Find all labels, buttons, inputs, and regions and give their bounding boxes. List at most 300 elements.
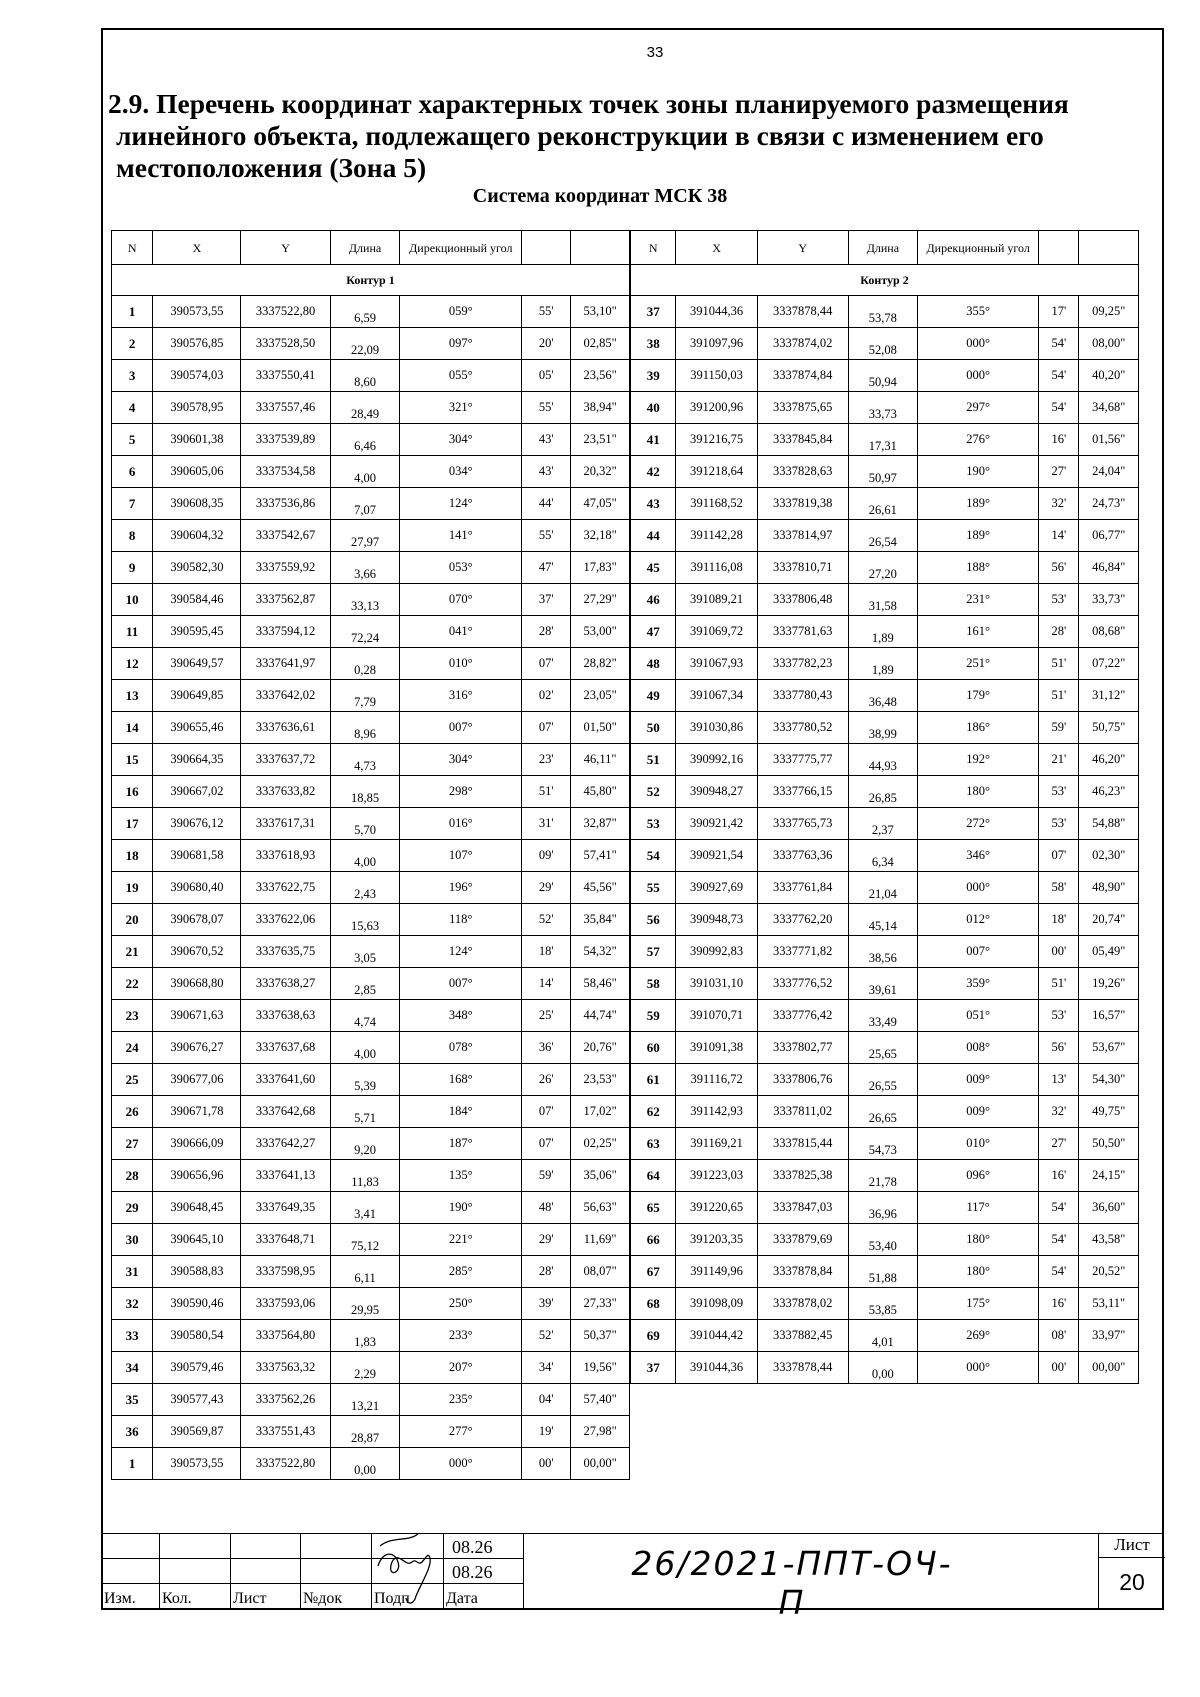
column-header-angle: Дирекционный угол	[400, 231, 522, 265]
angle-degrees: 272°	[918, 808, 1039, 840]
coordinate-y: 3337617,31	[241, 808, 330, 840]
angle-seconds: 06,77"	[1079, 520, 1139, 552]
table-row	[112, 1256, 630, 1288]
coordinate-x: 390668,80	[153, 968, 241, 1000]
coordinate-y: 3337622,06	[241, 904, 330, 936]
point-number: 41	[631, 424, 676, 456]
coordinate-x: 390573,55	[153, 1448, 241, 1480]
coordinate-x: 390677,06	[153, 1064, 241, 1096]
coordinate-x: 390676,27	[153, 1032, 241, 1064]
angle-seconds: 20,52"	[1079, 1256, 1139, 1288]
point-number: 46	[631, 584, 676, 616]
angle-seconds: 40,20"	[1079, 360, 1139, 392]
point-number: 20	[112, 904, 153, 936]
angle-seconds: 27,98"	[571, 1416, 630, 1448]
angle-minutes: 56'	[1039, 1032, 1079, 1064]
table-row	[631, 1192, 1139, 1224]
column-header-length: Длина	[330, 231, 400, 265]
point-number: 10	[112, 584, 153, 616]
table-row	[112, 424, 630, 456]
angle-seconds: 53,10"	[571, 296, 630, 328]
segment-length: 22,09	[330, 328, 400, 360]
coordinate-x: 390676,12	[153, 808, 241, 840]
coordinate-x: 391089,21	[676, 584, 757, 616]
angle-seconds: 23,51"	[571, 424, 630, 456]
coordinate-y: 3337563,32	[241, 1352, 330, 1384]
coordinate-y: 3337875,65	[757, 392, 848, 424]
angle-seconds: 48,90"	[1079, 872, 1139, 904]
coordinate-y: 3337828,63	[757, 456, 848, 488]
point-number: 22	[112, 968, 153, 1000]
coordinate-system-title: Система координат МСК 38	[472, 185, 728, 207]
coordinate-y: 3337641,60	[241, 1064, 330, 1096]
angle-seconds: 16,57"	[1079, 1000, 1139, 1032]
angle-seconds: 02,30"	[1079, 840, 1139, 872]
stamp-label-doc-number: №док	[301, 1584, 372, 1609]
angle-degrees: 269°	[918, 1320, 1039, 1352]
angle-degrees: 298°	[400, 776, 522, 808]
point-number: 36	[112, 1416, 153, 1448]
segment-length: 7,79	[330, 680, 400, 712]
angle-degrees: 034°	[400, 456, 522, 488]
coordinate-x: 390948,73	[676, 904, 757, 936]
table-row	[112, 1320, 630, 1352]
segment-length: 6,59	[330, 296, 400, 328]
column-header-length: Длина	[848, 231, 917, 265]
coordinate-x: 390588,83	[153, 1256, 241, 1288]
coordinate-x: 390569,87	[153, 1416, 241, 1448]
angle-minutes: 47'	[522, 552, 571, 584]
angle-minutes: 25'	[522, 1000, 571, 1032]
segment-length: 3,66	[330, 552, 400, 584]
angle-minutes: 43'	[522, 456, 571, 488]
stamp-label-sheet: Лист	[231, 1584, 301, 1609]
coordinate-y: 3337780,52	[757, 712, 848, 744]
angle-seconds: 35,06"	[571, 1160, 630, 1192]
segment-length: 5,71	[330, 1096, 400, 1128]
coordinate-y: 3337557,46	[241, 392, 330, 424]
table-row	[631, 424, 1139, 456]
table-row	[112, 680, 630, 712]
coordinate-x: 390577,43	[153, 1384, 241, 1416]
angle-degrees: 053°	[400, 552, 522, 584]
coordinate-x: 391091,38	[676, 1032, 757, 1064]
segment-length: 21,04	[848, 872, 917, 904]
segment-length: 13,21	[330, 1384, 400, 1416]
point-number: 23	[112, 1000, 153, 1032]
angle-seconds: 00,00"	[571, 1448, 630, 1480]
angle-minutes: 00'	[1039, 936, 1079, 968]
coordinate-x: 391069,72	[676, 616, 757, 648]
angle-minutes: 29'	[522, 1224, 571, 1256]
segment-length: 38,56	[848, 936, 917, 968]
table-row	[631, 616, 1139, 648]
coordinate-x: 390670,52	[153, 936, 241, 968]
handwritten-signature	[372, 1532, 452, 1612]
angle-minutes: 23'	[522, 744, 571, 776]
segment-length: 51,88	[848, 1256, 917, 1288]
coordinate-x: 391116,08	[676, 552, 757, 584]
column-header-angle: Дирекционный угол	[918, 231, 1039, 265]
table-row	[112, 1192, 630, 1224]
point-number: 17	[112, 808, 153, 840]
stamp-label-signature: Подп	[372, 1584, 444, 1609]
coordinate-x: 391031,10	[676, 968, 757, 1000]
coordinate-x: 390573,55	[153, 296, 241, 328]
angle-minutes: 28'	[1039, 616, 1079, 648]
point-number: 59	[631, 1000, 676, 1032]
segment-length: 1,83	[330, 1320, 400, 1352]
angle-seconds: 24,73"	[1079, 488, 1139, 520]
angle-seconds: 38,94"	[571, 392, 630, 424]
angle-degrees: 010°	[918, 1128, 1039, 1160]
angle-degrees: 007°	[400, 968, 522, 1000]
coordinate-y: 3337775,77	[757, 744, 848, 776]
angle-seconds: 35,84"	[571, 904, 630, 936]
point-number: 34	[112, 1352, 153, 1384]
angle-degrees: 233°	[400, 1320, 522, 1352]
angle-minutes: 53'	[1039, 808, 1079, 840]
angle-minutes: 52'	[522, 1320, 571, 1352]
angle-seconds: 57,40"	[571, 1384, 630, 1416]
coordinate-y: 3337819,38	[757, 488, 848, 520]
contour-title-row	[112, 265, 630, 296]
section-heading	[108, 88, 1158, 184]
angle-degrees: 189°	[918, 488, 1039, 520]
segment-length: 26,85	[848, 776, 917, 808]
angle-degrees: 000°	[918, 872, 1039, 904]
angle-minutes: 43'	[522, 424, 571, 456]
segment-length: 52,08	[848, 328, 917, 360]
coordinate-x: 390608,35	[153, 488, 241, 520]
segment-length: 38,99	[848, 712, 917, 744]
angle-seconds: 45,56"	[571, 872, 630, 904]
angle-minutes: 51'	[1039, 968, 1079, 1000]
table-row	[631, 328, 1139, 360]
segment-length: 4,00	[330, 1032, 400, 1064]
coordinate-y: 3337637,72	[241, 744, 330, 776]
segment-length: 8,60	[330, 360, 400, 392]
coordinate-y: 3337802,77	[757, 1032, 848, 1064]
coordinate-x: 391200,96	[676, 392, 757, 424]
angle-minutes: 13'	[1039, 1064, 1079, 1096]
table-row	[112, 520, 630, 552]
point-number: 66	[631, 1224, 676, 1256]
coordinate-y: 3337763,36	[757, 840, 848, 872]
coordinate-y: 3337642,02	[241, 680, 330, 712]
coordinate-x: 390666,09	[153, 1128, 241, 1160]
angle-seconds: 53,67"	[1079, 1032, 1139, 1064]
coordinate-y: 3337638,63	[241, 1000, 330, 1032]
coordinate-x: 390649,85	[153, 680, 241, 712]
coordinate-y: 3337522,80	[241, 1448, 330, 1480]
coordinate-y: 3337637,68	[241, 1032, 330, 1064]
point-number: 4	[112, 392, 153, 424]
coordinate-x: 391223,03	[676, 1160, 757, 1192]
coordinate-x: 391142,93	[676, 1096, 757, 1128]
table-row	[631, 1320, 1139, 1352]
point-number: 31	[112, 1256, 153, 1288]
coordinate-y: 3337618,93	[241, 840, 330, 872]
table-row	[112, 1384, 630, 1416]
table-row	[631, 1352, 1139, 1384]
angle-seconds: 05,49"	[1079, 936, 1139, 968]
coordinate-y: 3337635,75	[241, 936, 330, 968]
table-row	[631, 1160, 1139, 1192]
segment-length: 53,85	[848, 1288, 917, 1320]
coordinate-y: 3337539,89	[241, 424, 330, 456]
segment-length: 17,31	[848, 424, 917, 456]
angle-minutes: 31'	[522, 808, 571, 840]
table-row	[631, 392, 1139, 424]
angle-minutes: 58'	[1039, 872, 1079, 904]
angle-seconds: 32,87"	[571, 808, 630, 840]
angle-degrees: 304°	[400, 424, 522, 456]
document-code: 26/2021-ППТ-ОЧ-П	[631, 1544, 953, 1622]
segment-length: 36,96	[848, 1192, 917, 1224]
table-row	[631, 1096, 1139, 1128]
angle-degrees: 168°	[400, 1064, 522, 1096]
coordinate-x: 391149,96	[676, 1256, 757, 1288]
segment-length: 45,14	[848, 904, 917, 936]
angle-degrees: 276°	[918, 424, 1039, 456]
angle-minutes: 32'	[1039, 488, 1079, 520]
table-row	[631, 1256, 1139, 1288]
point-number: 40	[631, 392, 676, 424]
segment-length: 26,55	[848, 1064, 917, 1096]
coordinate-x: 390948,27	[676, 776, 757, 808]
column-header-n: N	[631, 231, 676, 265]
angle-seconds: 23,05"	[571, 680, 630, 712]
table-body	[112, 296, 630, 1480]
coordinate-x: 391216,75	[676, 424, 757, 456]
angle-seconds: 20,76"	[571, 1032, 630, 1064]
coordinate-y: 3337776,42	[757, 1000, 848, 1032]
segment-length: 27,20	[848, 552, 917, 584]
angle-degrees: 189°	[918, 520, 1039, 552]
segment-length: 6,46	[330, 424, 400, 456]
angle-degrees: 277°	[400, 1416, 522, 1448]
point-number: 42	[631, 456, 676, 488]
angle-seconds: 08,07"	[571, 1256, 630, 1288]
table-row	[112, 296, 630, 328]
angle-degrees: 184°	[400, 1096, 522, 1128]
title-block-cell	[160, 1559, 231, 1584]
coordinate-y: 3337641,97	[241, 648, 330, 680]
angle-seconds: 08,68"	[1079, 616, 1139, 648]
angle-seconds: 46,20"	[1079, 744, 1139, 776]
angle-seconds: 53,00"	[571, 616, 630, 648]
angle-minutes: 53'	[1039, 584, 1079, 616]
angle-seconds: 19,56"	[571, 1352, 630, 1384]
coordinate-y: 3337762,20	[757, 904, 848, 936]
angle-degrees: 188°	[918, 552, 1039, 584]
sheet-label: Лист	[1099, 1533, 1165, 1558]
coordinate-y: 3337593,06	[241, 1288, 330, 1320]
angle-seconds: 02,85"	[571, 328, 630, 360]
point-number: 18	[112, 840, 153, 872]
coordinate-x: 390580,54	[153, 1320, 241, 1352]
table-row	[112, 488, 630, 520]
point-number: 52	[631, 776, 676, 808]
angle-degrees: 097°	[400, 328, 522, 360]
coordinate-y: 3337776,52	[757, 968, 848, 1000]
coordinate-y: 3337874,84	[757, 360, 848, 392]
coordinate-x: 390680,40	[153, 872, 241, 904]
angle-seconds: 01,56"	[1079, 424, 1139, 456]
coordinate-y: 3337874,02	[757, 328, 848, 360]
angle-minutes: 07'	[522, 1128, 571, 1160]
table-row	[112, 1096, 630, 1128]
title-block-row	[102, 1559, 524, 1584]
angle-seconds: 20,32"	[571, 456, 630, 488]
table-row	[631, 648, 1139, 680]
segment-length: 4,73	[330, 744, 400, 776]
coordinate-y: 3337780,43	[757, 680, 848, 712]
point-number: 9	[112, 552, 153, 584]
coordinate-y: 3337878,44	[757, 1352, 848, 1384]
angle-degrees: 000°	[400, 1448, 522, 1480]
angle-minutes: 51'	[522, 776, 571, 808]
coordinate-y: 3337638,27	[241, 968, 330, 1000]
angle-degrees: 321°	[400, 392, 522, 424]
angle-minutes: 44'	[522, 488, 571, 520]
angle-degrees: 096°	[918, 1160, 1039, 1192]
point-number: 37	[631, 1352, 676, 1384]
coordinate-y: 3337761,84	[757, 872, 848, 904]
angle-seconds: 45,80"	[571, 776, 630, 808]
angle-minutes: 55'	[522, 392, 571, 424]
coordinate-y: 3337598,95	[241, 1256, 330, 1288]
sheet-number: 20	[1119, 1569, 1145, 1595]
coordinate-x: 390605,06	[153, 456, 241, 488]
table-row	[112, 552, 630, 584]
segment-length: 4,74	[330, 1000, 400, 1032]
coordinate-y: 3337882,45	[757, 1320, 848, 1352]
coordinates-table-contour-1	[111, 230, 630, 1480]
table-row	[112, 1160, 630, 1192]
angle-degrees: 051°	[918, 1000, 1039, 1032]
coordinate-x: 390590,46	[153, 1288, 241, 1320]
point-number: 27	[112, 1128, 153, 1160]
point-number: 67	[631, 1256, 676, 1288]
column-header-n: N	[112, 231, 153, 265]
angle-minutes: 56'	[1039, 552, 1079, 584]
coordinate-x: 391044,42	[676, 1320, 757, 1352]
angle-degrees: 355°	[918, 296, 1039, 328]
table-row	[112, 584, 630, 616]
segment-length: 4,01	[848, 1320, 917, 1352]
angle-minutes: 39'	[522, 1288, 571, 1320]
coordinate-y: 3337766,15	[757, 776, 848, 808]
point-number: 12	[112, 648, 153, 680]
coordinate-x: 390574,03	[153, 360, 241, 392]
coordinate-x: 391150,03	[676, 360, 757, 392]
coordinate-x: 391044,36	[676, 1352, 757, 1384]
table-row	[631, 968, 1139, 1000]
table-row	[112, 328, 630, 360]
coordinate-y: 3337550,41	[241, 360, 330, 392]
table-row	[112, 1000, 630, 1032]
coordinate-y: 3337811,02	[757, 1096, 848, 1128]
angle-minutes: 08'	[1039, 1320, 1079, 1352]
segment-length: 29,95	[330, 1288, 400, 1320]
angle-degrees: 348°	[400, 1000, 522, 1032]
coordinate-x: 391067,34	[676, 680, 757, 712]
angle-minutes: 20'	[522, 328, 571, 360]
segment-length: 33,13	[330, 584, 400, 616]
coordinate-x: 390664,35	[153, 744, 241, 776]
coordinate-y: 3337781,63	[757, 616, 848, 648]
coordinate-y: 3337782,23	[757, 648, 848, 680]
angle-minutes: 29'	[522, 872, 571, 904]
angle-minutes: 54'	[1039, 392, 1079, 424]
point-number: 33	[112, 1320, 153, 1352]
table-row	[112, 712, 630, 744]
coordinate-x: 390584,46	[153, 584, 241, 616]
point-number: 5	[112, 424, 153, 456]
angle-minutes: 32'	[1039, 1096, 1079, 1128]
coordinate-x: 391044,36	[676, 296, 757, 328]
point-number: 51	[631, 744, 676, 776]
angle-seconds: 53,11"	[1079, 1288, 1139, 1320]
angle-seconds: 17,83"	[571, 552, 630, 584]
coordinate-x: 391169,21	[676, 1128, 757, 1160]
segment-length: 6,34	[848, 840, 917, 872]
table-row	[631, 744, 1139, 776]
contour-title-row	[631, 265, 1139, 296]
angle-minutes: 09'	[522, 840, 571, 872]
angle-minutes: 37'	[522, 584, 571, 616]
angle-degrees: 285°	[400, 1256, 522, 1288]
coordinate-x: 391168,52	[676, 488, 757, 520]
angle-seconds: 32,18"	[571, 520, 630, 552]
coordinate-x: 390595,45	[153, 616, 241, 648]
table-row	[112, 936, 630, 968]
heading-line: 2.9. Перечень координат характерных точек зоны планируемого размещения	[108, 88, 1069, 119]
coordinate-y: 3337528,50	[241, 328, 330, 360]
angle-minutes: 27'	[1039, 456, 1079, 488]
table-row	[631, 1064, 1139, 1096]
table-row	[631, 680, 1139, 712]
angle-degrees: 000°	[918, 328, 1039, 360]
angle-minutes: 07'	[522, 1096, 571, 1128]
angle-degrees: 180°	[918, 1224, 1039, 1256]
table-row	[112, 904, 630, 936]
segment-length: 2,37	[848, 808, 917, 840]
angle-minutes: 14'	[1039, 520, 1079, 552]
point-number: 61	[631, 1064, 676, 1096]
angle-seconds: 54,88"	[1079, 808, 1139, 840]
table-body	[631, 296, 1139, 1384]
table-header-row	[112, 231, 630, 265]
coordinate-x: 390921,42	[676, 808, 757, 840]
angle-seconds: 54,32"	[571, 936, 630, 968]
column-header-seconds	[571, 231, 630, 265]
point-number: 35	[112, 1384, 153, 1416]
contour-title: Контур 1	[112, 265, 630, 296]
coordinates-table-contour-2	[630, 230, 1139, 1384]
table-row	[631, 840, 1139, 872]
angle-minutes: 48'	[522, 1192, 571, 1224]
angle-degrees: 070°	[400, 584, 522, 616]
angle-minutes: 19'	[522, 1416, 571, 1448]
point-number: 1	[112, 1448, 153, 1480]
angle-minutes: 51'	[1039, 680, 1079, 712]
table-row	[631, 776, 1139, 808]
angle-degrees: 359°	[918, 968, 1039, 1000]
segment-length: 4,00	[330, 456, 400, 488]
